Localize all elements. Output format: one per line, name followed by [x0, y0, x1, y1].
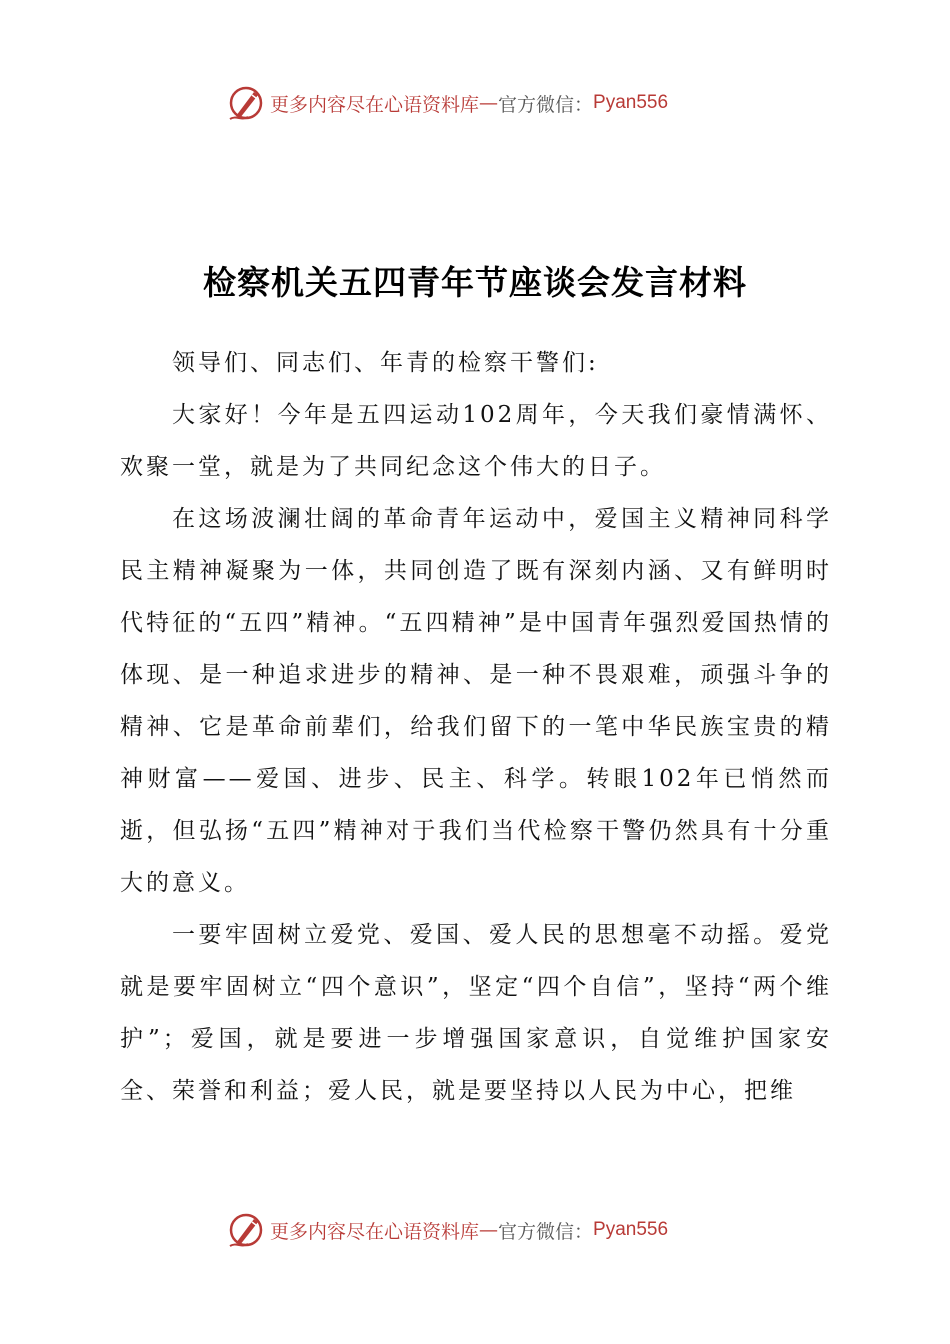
banner-wechat-id: Pyan556: [593, 92, 669, 113]
banner-wechat-id: Pyan556: [593, 1219, 669, 1240]
banner-official-label: 官方微信：: [498, 1220, 594, 1243]
banner-separator: —: [479, 1219, 499, 1241]
document-title: 检察机关五四青年节座谈会发言材料: [203, 263, 747, 302]
body-paragraph: 大家好！今年是五四运动102周年，今天我们豪情满怀、欢聚一堂，就是为了共同纪念这个伟大的日子。: [120, 402, 832, 480]
banner-separator: —: [479, 92, 499, 114]
pen-logo-icon: [226, 83, 266, 123]
header-banner: [226, 81, 668, 125]
pen-logo-icon: [226, 1210, 266, 1250]
banner-main-text: 更多内容尽在心语资料库: [270, 93, 480, 116]
body-paragraph: 在这场波澜壮阔的革命青年运动中，爱国主义精神同科学民主精神凝聚为一体，共同创造了既有深刻内涵、又有鲜明时代特征的“五四”精神。“五四精神”是中国青年强烈爱国热情的体现、是一种追求进步的精神、是一种不畏艰难，顽强斗争的精神、它是革命前辈们，给我们留下的一笔中华民族宝贵的精神财富——爱国、进步、民主、科学。转眼102年已悄然而逝，但弘扬“五四”精神对于我们当代检察干警仍然具有十分重大的意义。: [120, 506, 832, 896]
body-paragraph: 一要牢固树立爱党、爱国、爱人民的思想毫不动摇。爱党就是要牢固树立“四个意识”，坚定“四个自信”，坚持“两个维护”；爱国，就是要进一步增强国家意识，自觉维护国家安全、荣誉和利益；爱人民，就是要坚持以人民为中心，把维: [120, 922, 832, 1104]
footer-banner: [226, 1208, 668, 1252]
document-body: [120, 337, 832, 1117]
salutation-paragraph: 领导们、同志们、年青的检察干警们:: [172, 350, 599, 376]
banner-main-text: 更多内容尽在心语资料库: [270, 1220, 480, 1243]
banner-official-label: 官方微信：: [498, 93, 594, 116]
